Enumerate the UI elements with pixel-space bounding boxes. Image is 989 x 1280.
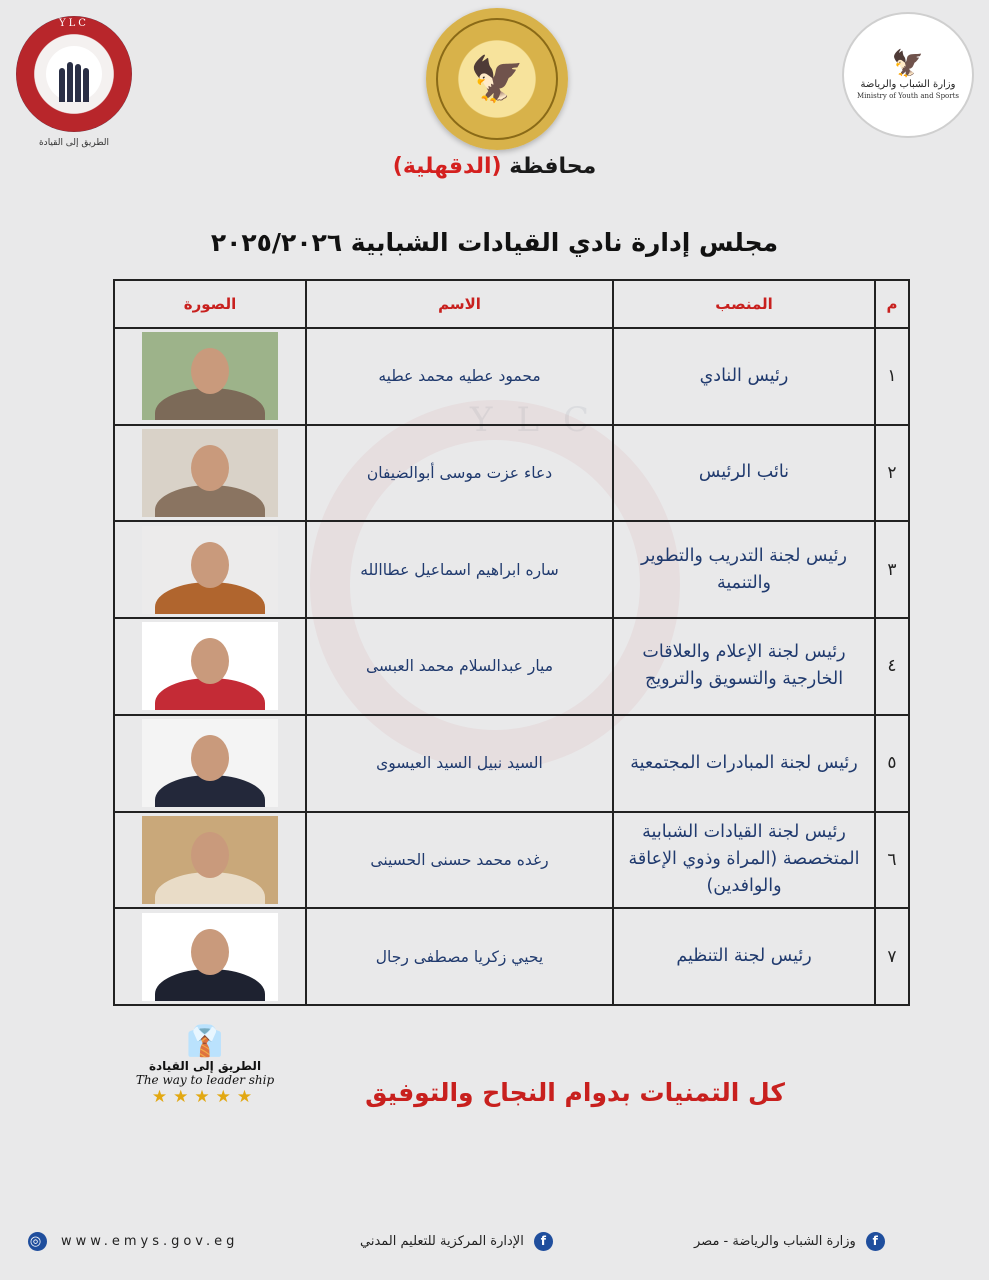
- row-position: رئيس لجنة القيادات الشبابية المتخصصة (المراة وذوي الإعاقة والوافدين): [613, 812, 875, 909]
- website-url[interactable]: www.emys.gov.eg: [61, 1234, 239, 1249]
- watermark-letters: YLC: [470, 400, 614, 440]
- ylc-letters: YLC: [59, 18, 89, 29]
- header-num: م: [875, 280, 909, 328]
- footer-ministry-page[interactable]: [694, 1232, 885, 1251]
- footer-website[interactable]: [28, 1232, 238, 1251]
- facebook-icon: f: [866, 1232, 885, 1251]
- egypt-cabinet-seal: [426, 8, 568, 150]
- header-photo: الصورة: [114, 280, 306, 328]
- row-photo-cell: [114, 521, 306, 618]
- center-page-label[interactable]: الإدارة المركزية للتعليم المدني: [360, 1234, 524, 1249]
- row-number: ٤: [875, 618, 909, 715]
- table-row: [114, 328, 909, 425]
- row-name: دعاء عزت موسى أبوالضيفان: [306, 425, 613, 522]
- board-table: [113, 279, 910, 1006]
- row-position: رئيس لجنة التنظيم: [613, 908, 875, 1005]
- row-photo-cell: [114, 908, 306, 1005]
- row-photo-cell: [114, 715, 306, 812]
- ministry-name-en: Ministry of Youth and Sports: [856, 91, 960, 100]
- table-row: [114, 715, 909, 812]
- row-photo-cell: [114, 328, 306, 425]
- ylc-logo-figures: [46, 46, 102, 102]
- row-name: محمود عطيه محمد عطيه: [306, 328, 613, 425]
- member-photo: [142, 913, 278, 1001]
- row-position: رئيس النادي: [613, 328, 875, 425]
- way-to-leadership-logo: [130, 1024, 280, 1144]
- row-number: ١: [875, 328, 909, 425]
- footer-center-page[interactable]: [360, 1232, 553, 1251]
- row-name: رغده محمد حسنى الحسينى: [306, 812, 613, 909]
- stars-icon: ★★★★★: [151, 1087, 259, 1107]
- member-photo: [142, 816, 278, 904]
- member-photo: [142, 429, 278, 517]
- member-photo: [142, 526, 278, 614]
- table-header-row: [114, 280, 909, 328]
- table-row: [114, 812, 909, 909]
- tie-icon: 👔: [186, 1024, 224, 1059]
- row-position: رئيس لجنة التدريب والتطوير والتنمية: [613, 521, 875, 618]
- table-row: [114, 618, 909, 715]
- row-number: ٥: [875, 715, 909, 812]
- header-position: المنصب: [613, 280, 875, 328]
- globe-icon: ◎: [29, 1234, 46, 1249]
- table-row: [114, 908, 909, 1005]
- governorate-name: (الدقهلية): [392, 154, 502, 179]
- row-name: ميار عبدالسلام محمد العبسى: [306, 618, 613, 715]
- row-photo-cell: [114, 425, 306, 522]
- ylc-slogan: الطريق إلى القيادة: [38, 138, 110, 148]
- ministry-name-ar: وزارة الشباب والرياضة: [860, 78, 956, 90]
- header-name: الاسم: [306, 280, 613, 328]
- row-position: نائب الرئيس: [613, 425, 875, 522]
- eagle-icon: 🦅: [469, 54, 525, 105]
- board-title: مجلس إدارة نادي القيادات الشبابية ٢٠٢٥/٢٠٢٦: [210, 228, 779, 257]
- governorate-heading: [0, 154, 989, 179]
- closing-wish: كل التمنيات بدوام النجاح والتوفيق: [365, 1078, 785, 1107]
- eagle-icon: 🦅: [891, 48, 925, 79]
- row-position: رئيس لجنة المبادرات المجتمعية: [613, 715, 875, 812]
- row-photo-cell: [114, 812, 306, 909]
- ylc-logo: [16, 16, 132, 148]
- row-number: ٦: [875, 812, 909, 909]
- row-number: ٣: [875, 521, 909, 618]
- ministry-page-label[interactable]: وزارة الشباب والرياضة - مصر: [694, 1234, 856, 1249]
- member-photo: [142, 719, 278, 807]
- row-number: ٧: [875, 908, 909, 1005]
- table-row: [114, 521, 909, 618]
- governorate-label: محافظة: [509, 154, 597, 179]
- way-logo-en: The way to leader ship: [135, 1073, 275, 1087]
- row-number: ٢: [875, 425, 909, 522]
- row-name: السيد نبيل السيد العيسوى: [306, 715, 613, 812]
- row-name: ساره ابراهيم اسماعيل عطاالله: [306, 521, 613, 618]
- table-row: [114, 425, 909, 522]
- member-photo: [142, 332, 278, 420]
- row-name: يحيي زكريا مصطفى رجال: [306, 908, 613, 1005]
- facebook-icon: f: [534, 1232, 553, 1251]
- member-photo: [142, 622, 278, 710]
- row-position: رئيس لجنة الإعلام والعلاقات الخارجية والتسويق والترويج: [613, 618, 875, 715]
- way-logo-ar: الطريق إلى القيادة: [148, 1059, 262, 1073]
- ministry-logo: [842, 12, 974, 138]
- row-photo-cell: [114, 618, 306, 715]
